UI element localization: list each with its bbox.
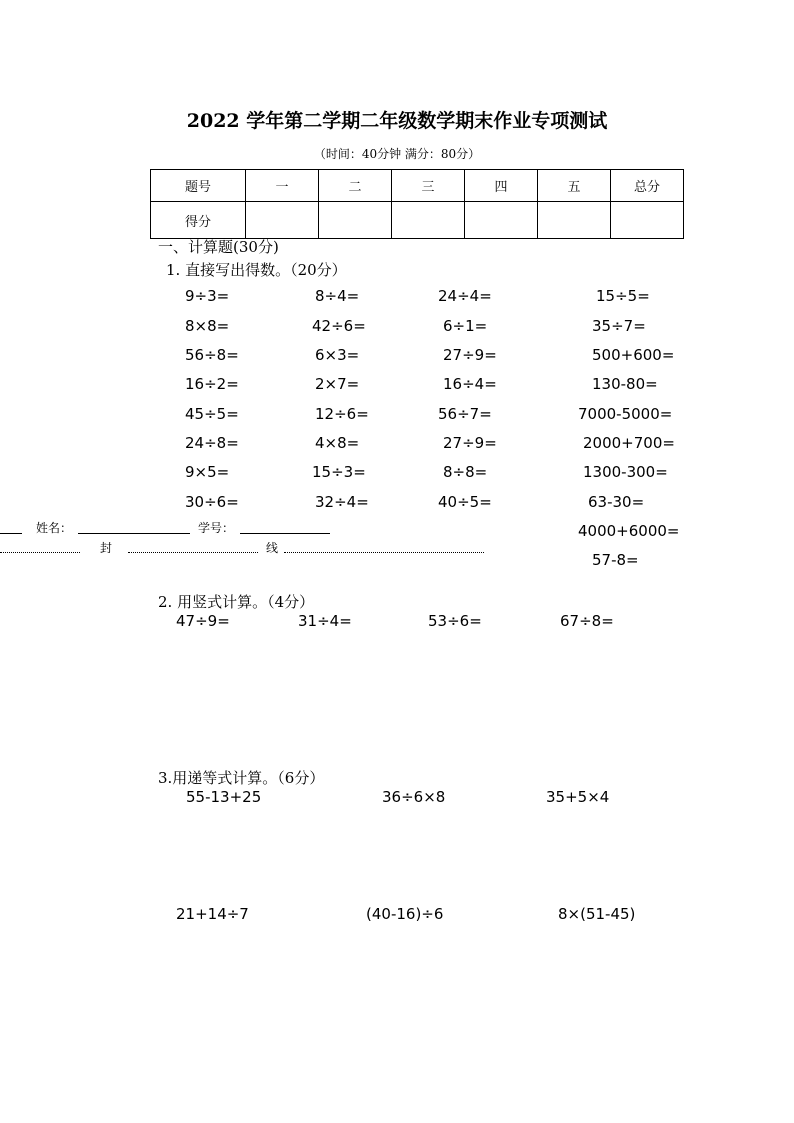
equation: 32÷4= [315, 493, 369, 511]
equation: 8÷4= [315, 287, 360, 305]
equation: 40÷5= [438, 493, 492, 511]
equation: 35÷7= [592, 317, 646, 335]
equation: 30÷6= [185, 493, 239, 511]
equation: 8×8= [185, 317, 230, 335]
student-id-field[interactable] [240, 533, 330, 534]
equation: 7000-5000= [578, 405, 673, 423]
name-label: 姓名： [36, 521, 73, 535]
score-header: 题号 [151, 170, 246, 202]
score-row-label: 得分 [151, 202, 246, 239]
equation: 12÷6= [315, 405, 369, 423]
stepwise-problem: 21+14÷7 [176, 905, 249, 923]
equation: 4000+6000= [578, 522, 680, 540]
equation: 16÷4= [443, 375, 497, 393]
equation: 42÷6= [312, 317, 366, 335]
equation: 63-30= [588, 493, 645, 511]
line-label: 线 [266, 541, 279, 555]
equation: 500+600= [592, 346, 675, 364]
equation: 4×8= [315, 434, 360, 452]
score-cell[interactable] [611, 202, 684, 239]
equation: 24÷8= [185, 434, 239, 452]
score-cell[interactable] [465, 202, 538, 239]
score-header: 一 [246, 170, 319, 202]
vertical-calc-problem: 67÷8= [560, 612, 614, 630]
equation: 2000+700= [583, 434, 675, 452]
stepwise-problem: 35+5×4 [546, 788, 610, 806]
vertical-calc-problem: 47÷9= [176, 612, 230, 630]
section-heading: 一、计算题(30分) [158, 238, 279, 256]
equation: 27÷9= [443, 434, 497, 452]
score-header: 二 [319, 170, 392, 202]
stepwise-problem: 8×(51-45) [558, 905, 636, 923]
equation: 9×5= [185, 463, 230, 481]
equation: 130-80= [592, 375, 658, 393]
exam-info: （时间：40分钟 满分：80分） [313, 147, 481, 161]
equation: 45÷5= [185, 405, 239, 423]
equation: 8÷8= [443, 463, 488, 481]
equation: 56÷7= [438, 405, 492, 423]
equation: 27÷9= [443, 346, 497, 364]
vertical-calc-problem: 31÷4= [298, 612, 352, 630]
equation: 6÷1= [443, 317, 488, 335]
equation: 6×3= [315, 346, 360, 364]
student-id-label: 学号： [198, 521, 235, 535]
vertical-calc-problem: 53÷6= [428, 612, 482, 630]
seal-label: 封 [100, 541, 113, 555]
equation: 15÷3= [312, 463, 366, 481]
binding-dotted-line [0, 552, 80, 553]
stepwise-problem: 36÷6×8 [382, 788, 446, 806]
score-cell[interactable] [319, 202, 392, 239]
stepwise-problem: (40-16)÷6 [366, 905, 444, 923]
binding-dotted-line [128, 552, 258, 553]
equation: 16÷2= [185, 375, 239, 393]
question-heading: 2. 用竖式计算。（4分） [158, 593, 315, 611]
equation: 57-8= [592, 551, 639, 569]
binding-underline [0, 533, 22, 534]
question-heading: 1. 直接写出得数。（20分） [166, 261, 347, 279]
equation: 1300-300= [583, 463, 668, 481]
score-header: 四 [465, 170, 538, 202]
page-title: 2022 学年第二学期二年级数学期末作业专项测试 [186, 110, 608, 132]
score-cell[interactable] [246, 202, 319, 239]
equation: 15÷5= [596, 287, 650, 305]
equation: 56÷8= [185, 346, 239, 364]
stepwise-problem: 55-13+25 [186, 788, 262, 806]
score-cell[interactable] [392, 202, 465, 239]
question-heading: 3.用递等式计算。（6分） [158, 769, 325, 787]
binding-dotted-line [284, 552, 484, 553]
score-table [150, 169, 684, 239]
score-header: 五 [538, 170, 611, 202]
score-cell[interactable] [538, 202, 611, 239]
score-header: 总分 [611, 170, 684, 202]
equation: 24÷4= [438, 287, 492, 305]
score-header: 三 [392, 170, 465, 202]
equation: 9÷3= [185, 287, 230, 305]
name-field[interactable] [78, 533, 190, 534]
equation: 2×7= [315, 375, 360, 393]
